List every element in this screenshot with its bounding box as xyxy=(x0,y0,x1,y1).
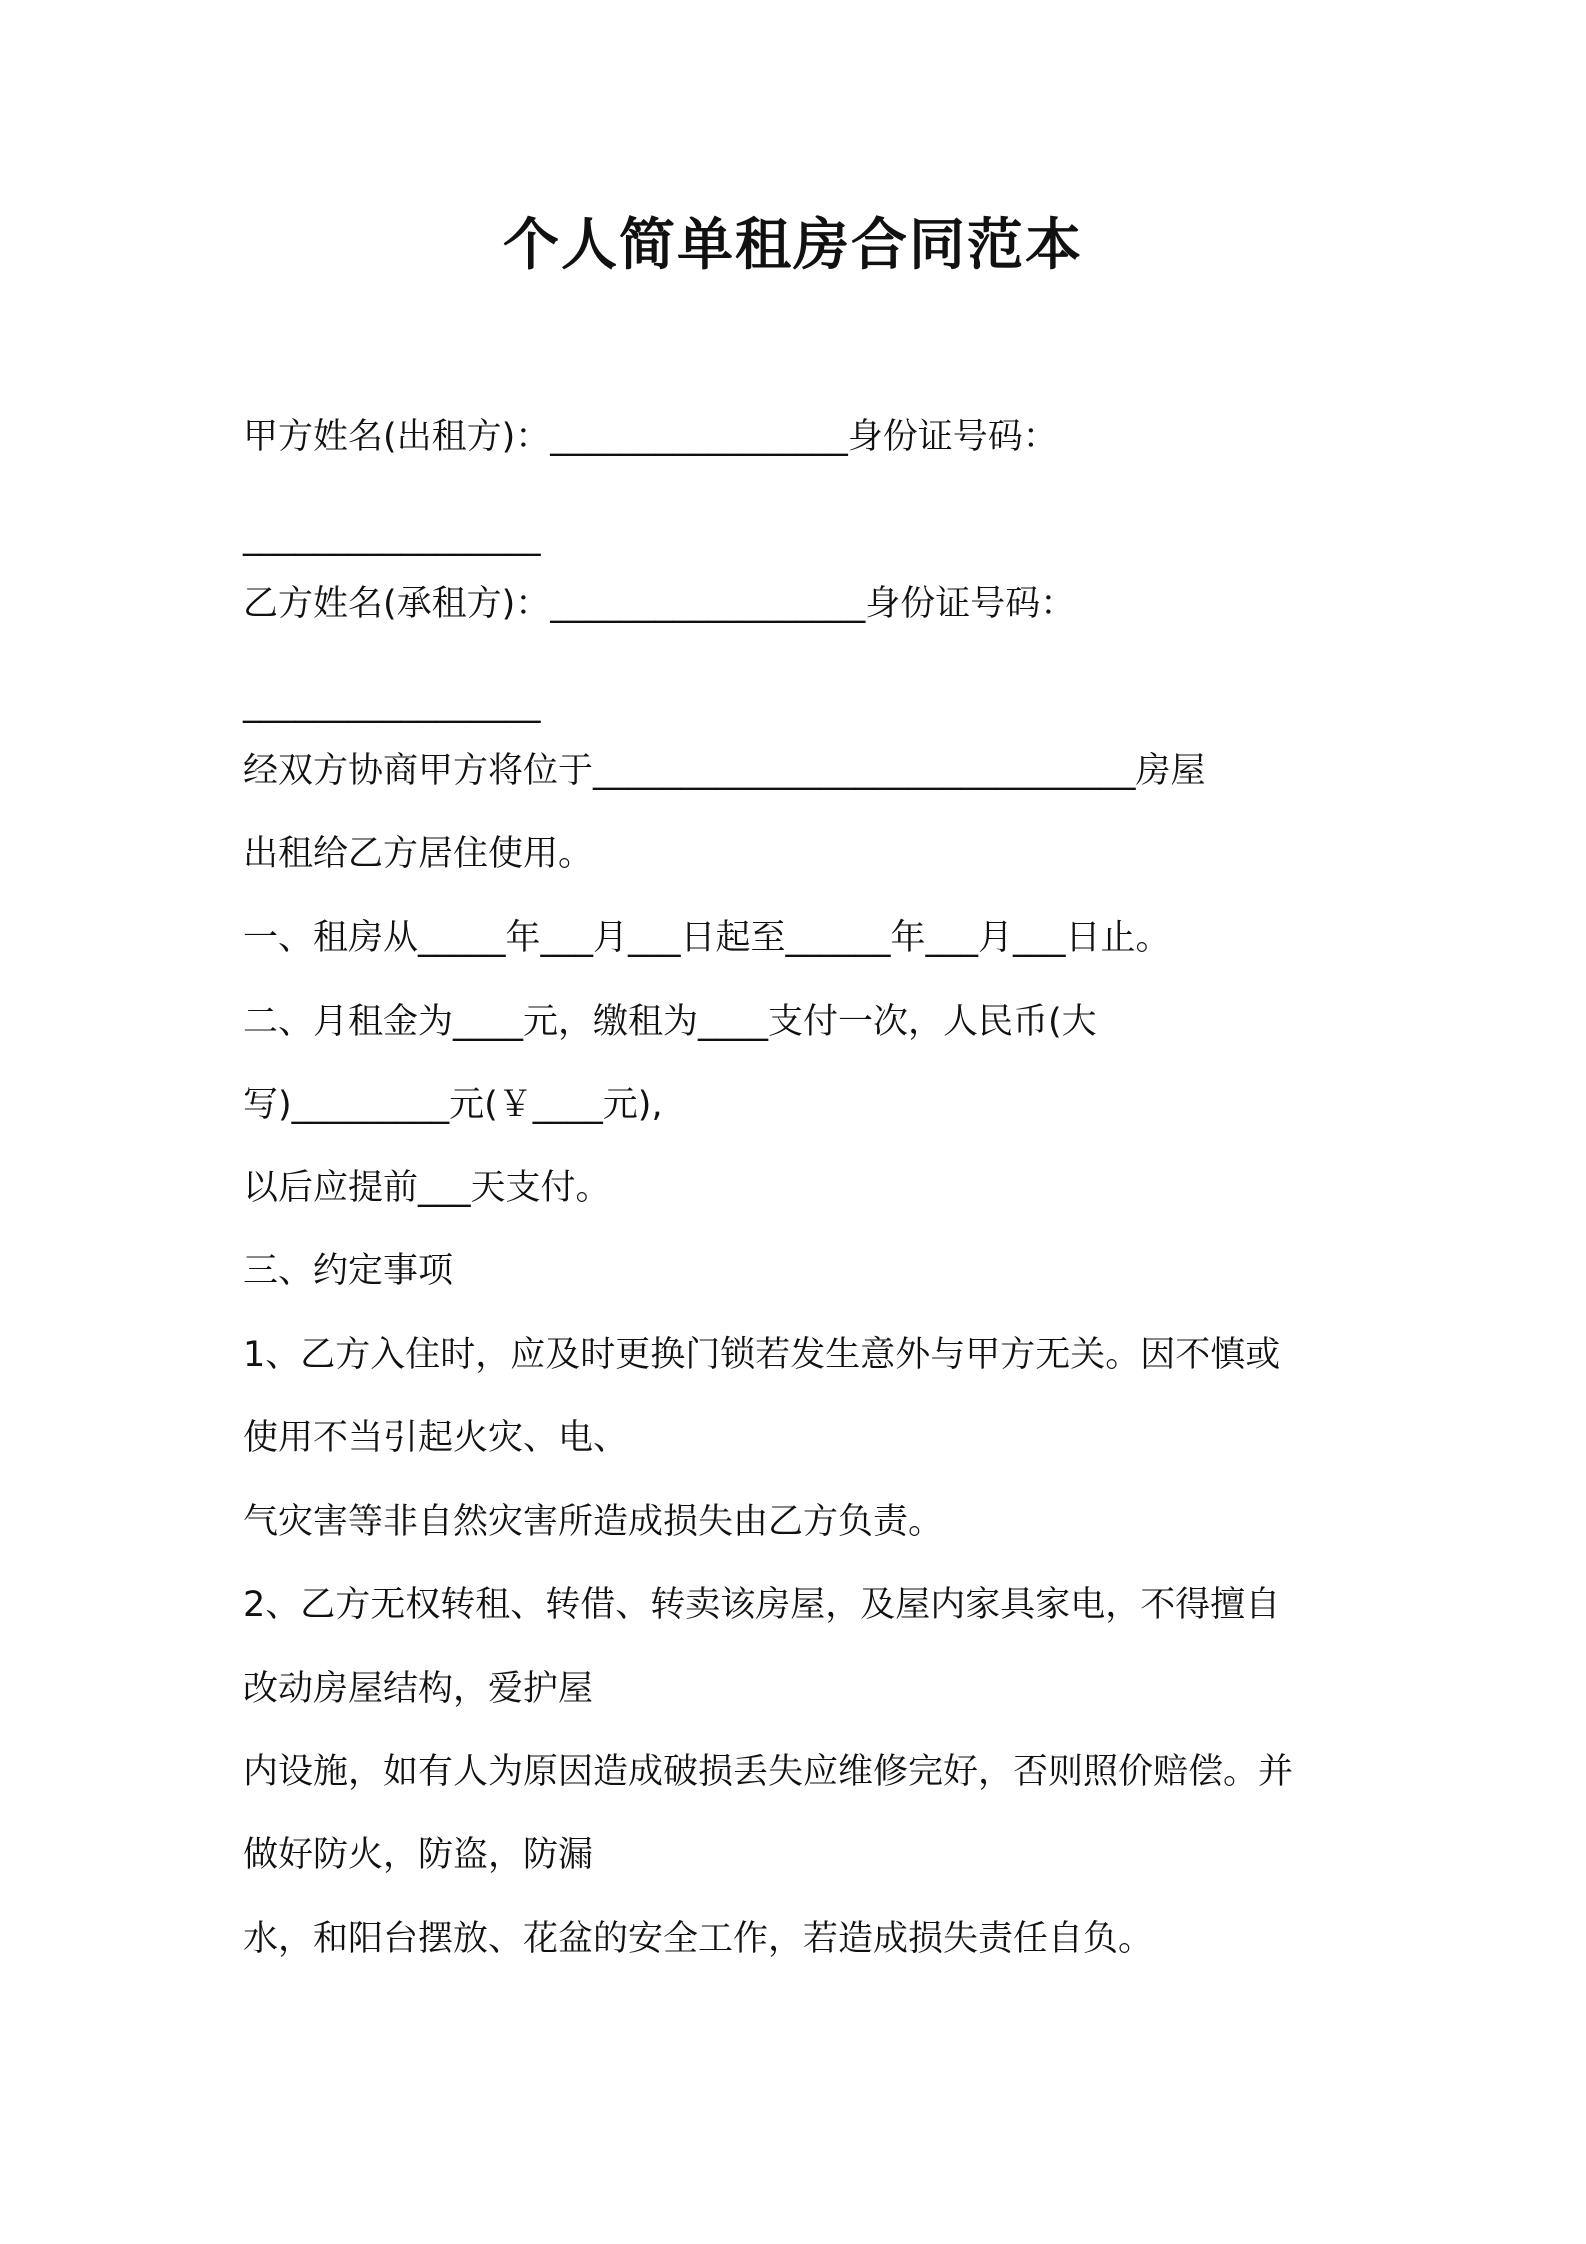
clause-3-heading: 三、约定事项 xyxy=(243,1251,454,1291)
clause-2-payment-advance: 以后应提前___天支付。 xyxy=(243,1168,611,1208)
document-title: 个人简单租房合同范本 xyxy=(503,213,1083,278)
item-2-line-2: 改动房屋结构，爱护屋 xyxy=(243,1669,594,1709)
clause-1-term: 一、租房从_____年___月___日起至______年___月___日止。 xyxy=(243,918,1171,958)
clause-2-rent: 二、月租金为____元，缴租为____支付一次，人民币(大 xyxy=(243,1002,1097,1042)
item-2-line-1: 2、乙方无权转租、转借、转卖该房屋，及屋内家具家电，不得擅自 xyxy=(243,1585,1281,1625)
item-2-line-3: 内设施，如有人为原因造成破损丢失应维修完好，否则照价赔偿。并 xyxy=(243,1752,1294,1792)
party-b-id-blank: _________________ xyxy=(243,684,541,724)
item-1-line-1: 1、乙方入住时，应及时更换门锁若发生意外与甲方无关。因不慎或 xyxy=(243,1335,1281,1375)
party-a-line: 甲方姓名(出租方)：_________________身份证号码： xyxy=(243,417,1058,457)
clause-2-rent-amount: 写)_________元(￥____元), xyxy=(243,1085,663,1125)
item-1-line-2: 使用不当引起火灾、电、 xyxy=(243,1418,629,1458)
item-2-line-5: 水，和阳台摆放、花盆的安全工作，若造成损失责任自负。 xyxy=(243,1919,1154,1959)
item-1-line-3: 气灾害等非自然灾害所造成损失由乙方负责。 xyxy=(243,1502,944,1542)
agreement-location-line: 经双方协商甲方将位于_______________________________房屋 xyxy=(243,751,1206,791)
item-2-line-4: 做好防火，防盗，防漏 xyxy=(243,1835,594,1875)
agreement-purpose-line: 出租给乙方居住使用。 xyxy=(243,834,594,874)
party-b-line: 乙方姓名(承租方)：__________________身份证号码： xyxy=(243,584,1076,624)
party-a-id-blank: _________________ xyxy=(243,517,541,557)
